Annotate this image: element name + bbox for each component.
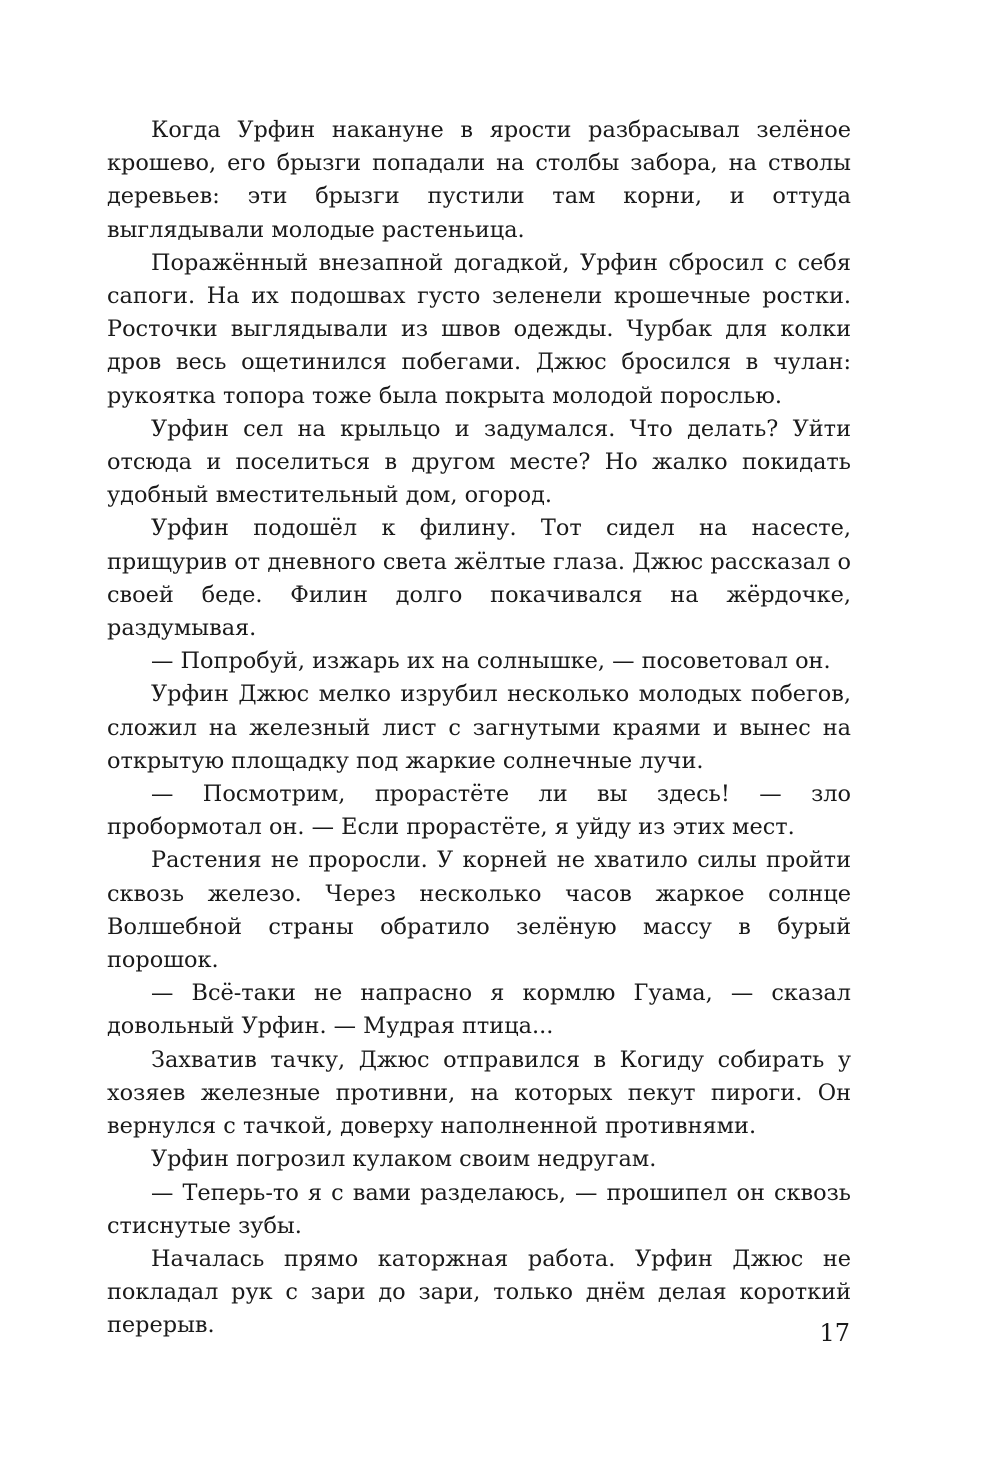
paragraph: Растения не проросли. У корней не хватило силы пройти сквозь железо. Через несколько часов жаркое солнце Волшебной страны обратило зелёную массу в бурый порошок. bbox=[107, 847, 851, 974]
paragraph: Урфин подошёл к филину. Тот сидел на насесте, прищурив от дневного света жёлтые глаза. Джюс рассказал о своей беде. Филин долго покачивался на жёрдочке, раздумывая. bbox=[107, 515, 851, 642]
paragraph: Урфин погрозил кулаком своим недругам. bbox=[151, 1146, 657, 1173]
paragraph: Когда Урфин накануне в ярости разбрасывал зелёное крошево, его брызги попадали на столбы забора, на стволы деревьев: эти брызги пустили там корни, и оттуда выглядывали молодые растеньица. bbox=[107, 117, 851, 243]
page-number: 17 bbox=[819, 1319, 850, 1347]
body-text bbox=[107, 114, 851, 1343]
paragraph: — Посмотрим, прорастёте ли вы здесь! — зло пробормотал он. — Если прорастёте, я уйду из этих мест. bbox=[107, 781, 851, 841]
paragraph: Урфин Джюс мелко изрубил несколько молодых побегов, сложил на железный лист с загнутыми краями и вынес на открытую площадку под жаркие солнечные лучи. bbox=[107, 681, 851, 774]
paragraph: — Попробуй, изжарь их на солнышке, — посоветовал он. bbox=[151, 648, 831, 675]
paragraph: — Всё-таки не напрасно я кормлю Гуама, — сказал довольный Урфин. — Мудрая птица... bbox=[107, 980, 851, 1040]
paragraph: — Теперь-то я с вами разделаюсь, — прошипел он сквозь стиснутые зубы. bbox=[107, 1179, 851, 1239]
paragraph: Началась прямо каторжная работа. Урфин Джюс не покладал рук с зари до зари, только днём делая короткий перерыв. bbox=[107, 1245, 851, 1339]
paragraph: Поражённый внезапной догадкой, Урфин сбросил с себя сапоги. На их подошвах густо зеленели крошечные ростки. Росточки выглядывали из швов одежды. Чурбак для колки дров весь ощетинился побегами. Джюс бросился в чулан: рукоятка топора тоже была покрыта молодой порослью. bbox=[107, 249, 851, 409]
paragraph: Захватив тачку, Джюс отправился в Когиду собирать у хозяев железные противни, на которых пекут пироги. Он вернулся с тачкой, доверху наполненной противнями. bbox=[107, 1046, 851, 1140]
paragraph: Урфин сел на крыльцо и задумался. Что делать? Уйти отсюда и поселиться в другом месте? Но жалко покидать удобный вместительный дом, огород. bbox=[107, 415, 851, 509]
